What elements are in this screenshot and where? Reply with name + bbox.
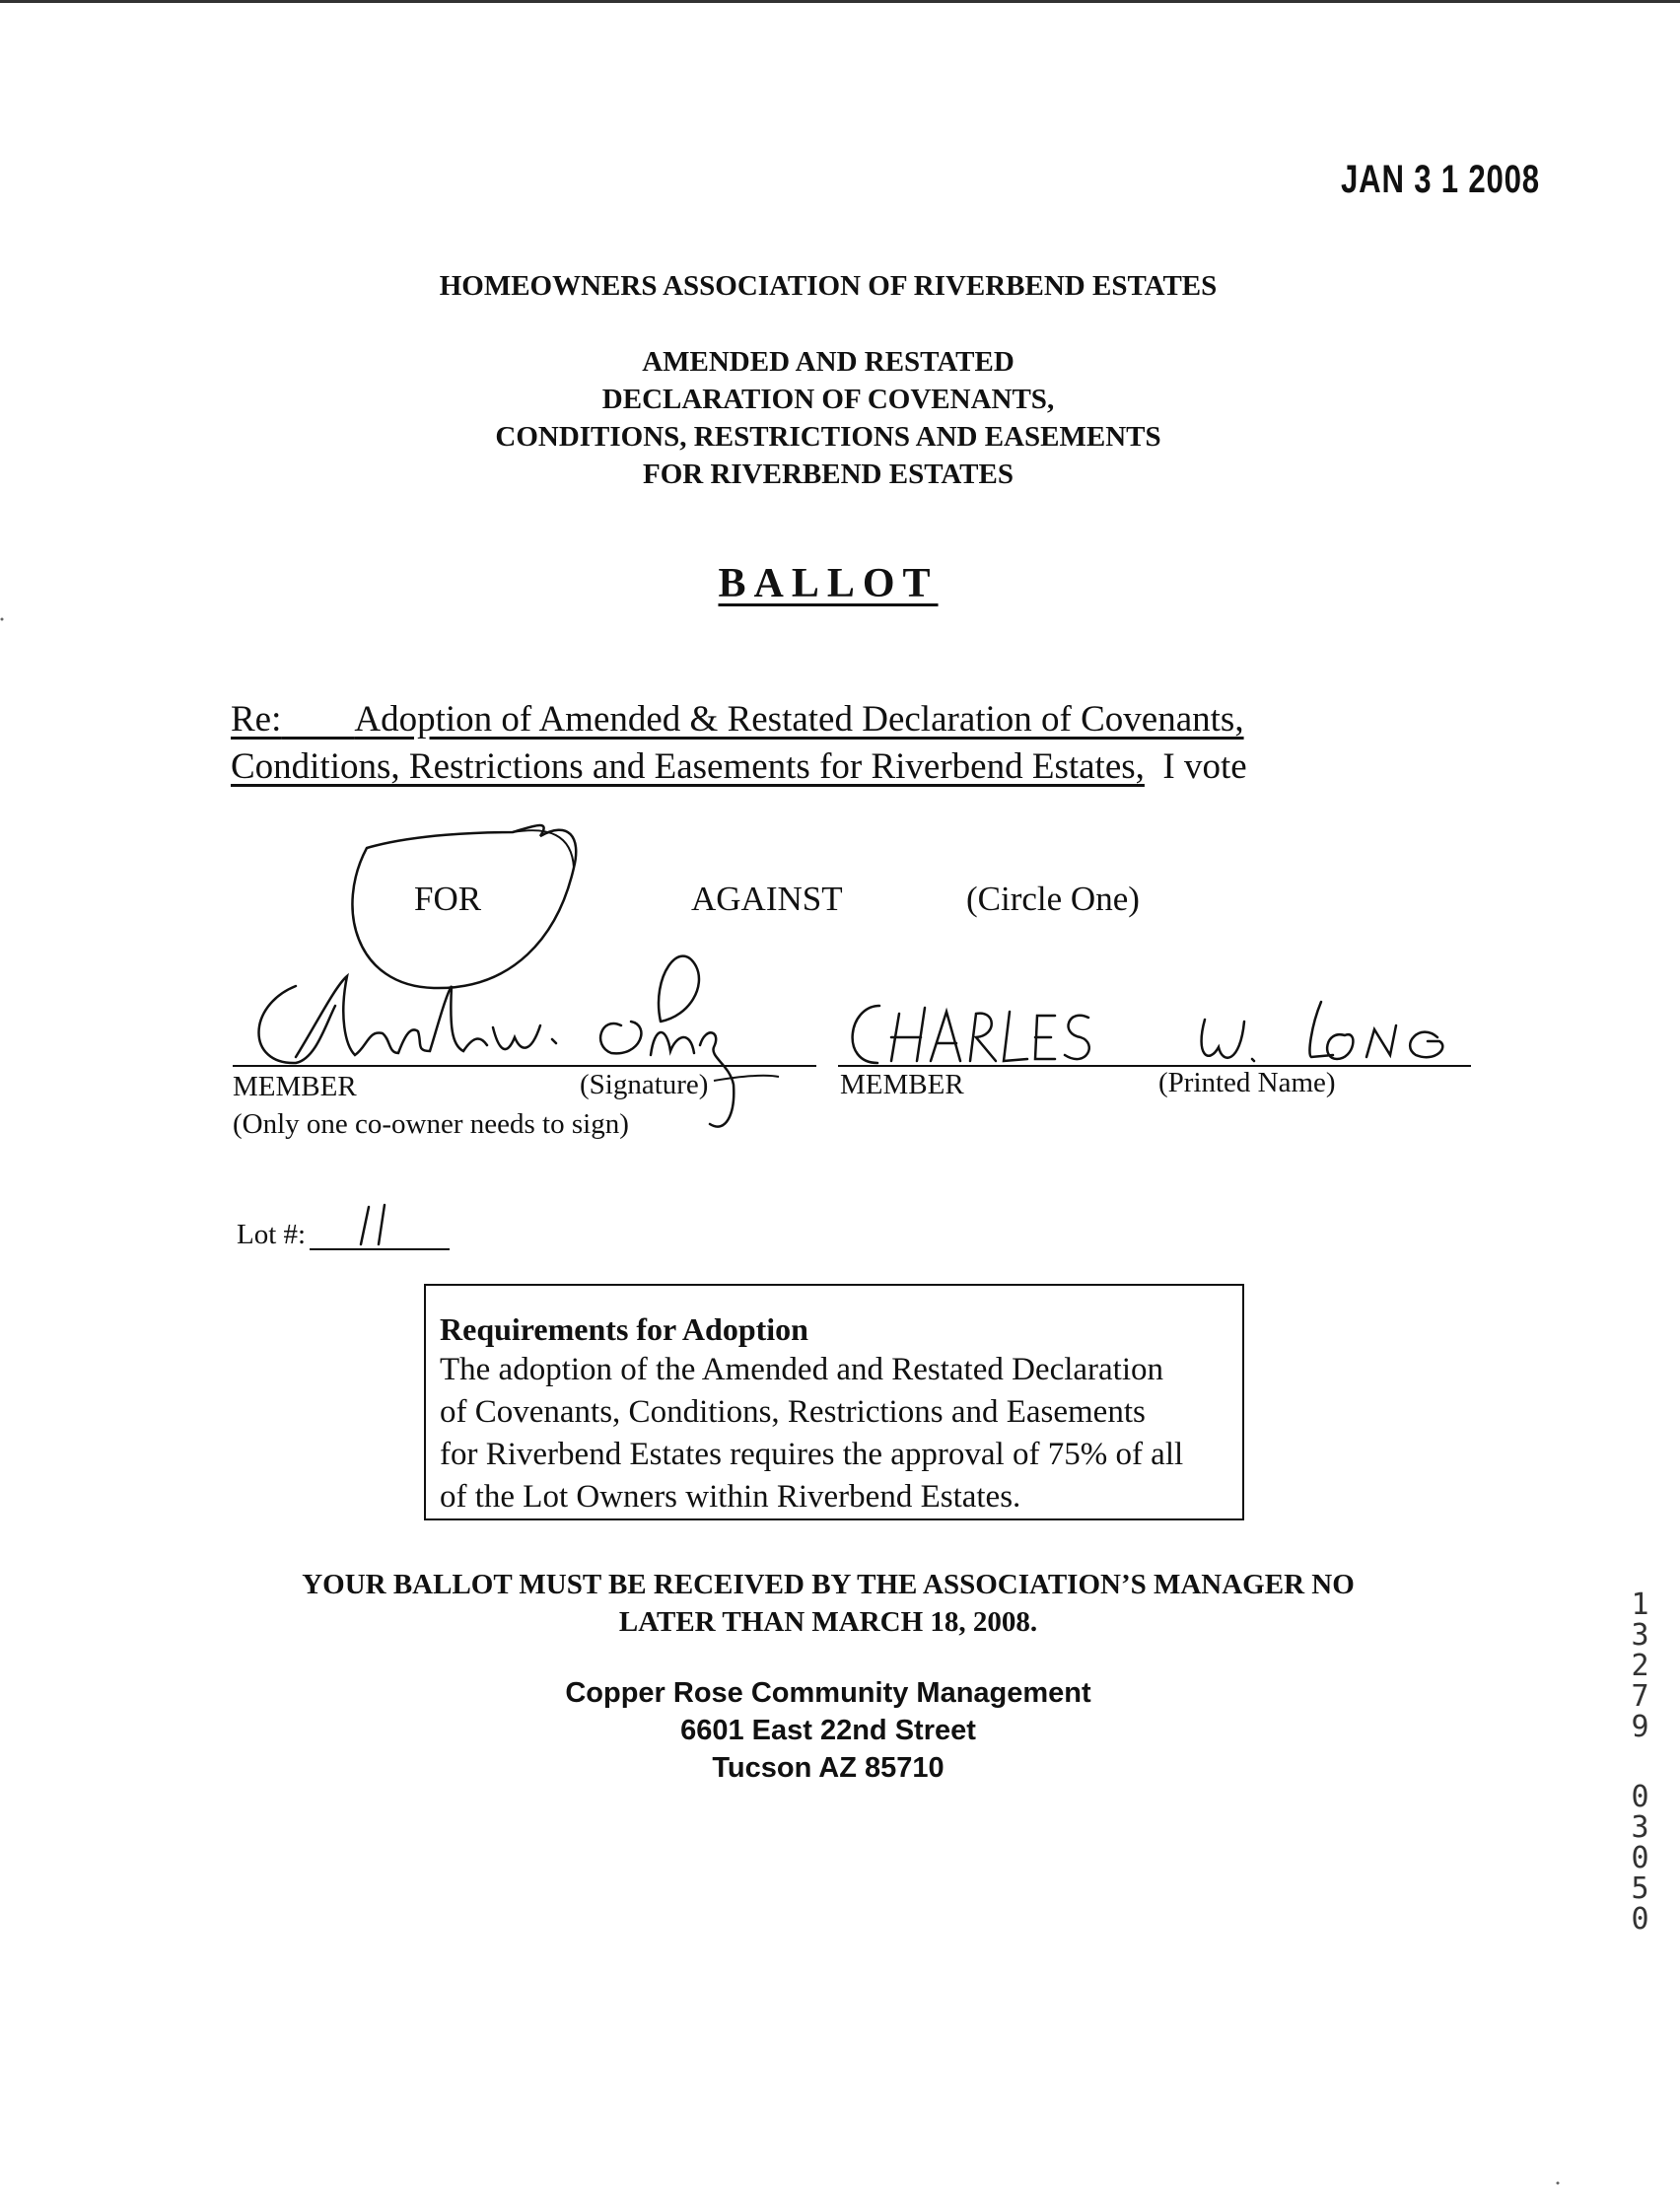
re-vote-text: I vote xyxy=(1162,746,1247,787)
vote-option-against[interactable]: AGAINST xyxy=(691,880,843,918)
deadline-line: YOUR BALLOT MUST BE RECEIVED BY THE ASSOCIATION’S MANAGER NO xyxy=(302,1569,1355,1600)
requirements-text-line: of Covenants, Conditions, Restrictions and Easements xyxy=(440,1394,1146,1430)
title-line: FOR RIVERBEND ESTATES xyxy=(642,459,1014,490)
manager-name: Copper Rose Community Management xyxy=(565,1677,1091,1709)
vote-circle-tail xyxy=(513,830,574,868)
re-label: Re: xyxy=(231,699,282,740)
circle-one-instruction: (Circle One) xyxy=(966,880,1140,918)
lot-number-strokes xyxy=(361,1205,385,1244)
received-date-stamp: JAN 3 1 2008 xyxy=(1341,158,1540,201)
requirements-text-line: The adoption of the Amended and Restated Declaration xyxy=(440,1352,1164,1387)
member-label-printed: MEMBER xyxy=(840,1069,964,1100)
requirements-text-line: of the Lot Owners within Riverbend Estates. xyxy=(440,1479,1021,1515)
re-subject-line-1: Adoption of Amended & Restated Declaration of Covenants, xyxy=(354,699,1244,740)
ballot-heading-text: BALLOT xyxy=(718,561,939,606)
co-owner-note: (Only one co-owner needs to sign) xyxy=(233,1108,629,1140)
lot-number-label: Lot #: xyxy=(237,1219,307,1250)
bates-number-part-1: 13279 xyxy=(1623,1588,1657,1740)
title-line: DECLARATION OF COVENANTS, xyxy=(601,384,1055,415)
scan-speck xyxy=(1,618,4,621)
manager-street: 6601 East 22nd Street xyxy=(680,1715,976,1746)
scan-speck xyxy=(1557,2182,1560,2185)
vote-circle-mark xyxy=(352,825,576,988)
association-name: HOMEOWNERS ASSOCIATION OF RIVERBEND ESTATES xyxy=(439,270,1218,302)
manager-city: Tucson AZ 85710 xyxy=(712,1752,945,1784)
bates-number-part-2: 03050 xyxy=(1623,1780,1657,1933)
re-subject-line-2: Conditions, Restrictions and Easements for Riverbend Estates, xyxy=(231,746,1145,787)
member-label-signature: MEMBER xyxy=(233,1071,357,1102)
printed-name-label: (Printed Name) xyxy=(1158,1067,1336,1098)
vote-option-for[interactable]: FOR xyxy=(414,880,482,918)
signature-label: (Signature) xyxy=(580,1069,709,1100)
requirements-text-line: for Riverbend Estates requires the approval of 75% of all xyxy=(440,1437,1184,1472)
member-signature xyxy=(259,956,735,1127)
title-line: CONDITIONS, RESTRICTIONS AND EASEMENTS xyxy=(495,421,1161,453)
title-line: AMENDED AND RESTATED xyxy=(642,346,1015,378)
deadline-line: LATER THAN MARCH 18, 2008. xyxy=(618,1606,1038,1638)
signature-descender xyxy=(714,1076,779,1081)
requirements-title: Requirements for Adoption xyxy=(440,1311,808,1347)
printed-name-handwriting xyxy=(853,1002,1443,1063)
